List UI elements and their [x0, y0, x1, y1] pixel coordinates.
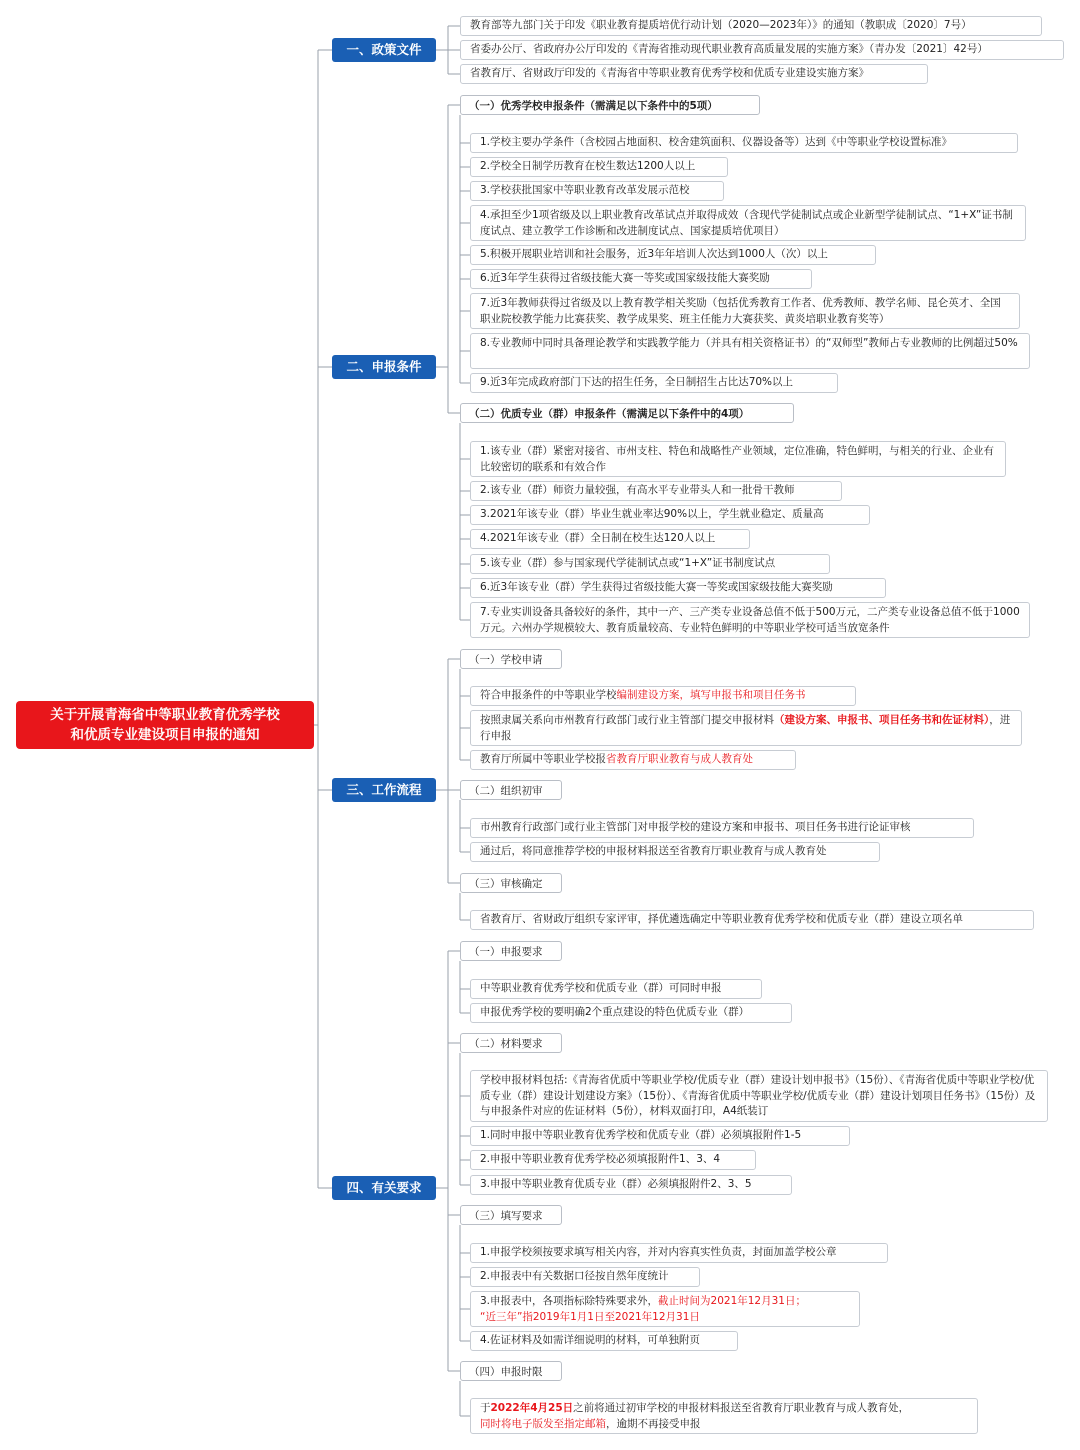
- req-material-3[interactable]: 2.申报中等职业教育优秀学校必须填报附件1、3、4: [470, 1150, 756, 1170]
- req-fill-3-deadline: 截止时间为2021年12月31日；: [658, 1295, 806, 1307]
- req-time-1[interactable]: [470, 1398, 978, 1434]
- workflow-apply-3-text: 教育厅所属中等职业学校报: [480, 753, 606, 765]
- policy-doc-3[interactable]: 省教育厅、省财政厅印发的《青海省中等职业教育优秀学校和优质专业建设实施方案》: [460, 64, 928, 84]
- major-condition-3[interactable]: 3.2021年该专业（群）毕业生就业率达90%以上，学生就业稳定、质量高: [470, 505, 870, 525]
- major-condition-2[interactable]: 2.该专业（群）师资力量较强，有高水平专业带头人和一批骨干教师: [470, 481, 842, 501]
- req-fill-3[interactable]: [470, 1291, 860, 1327]
- school-condition-9[interactable]: 9.近3年完成政府部门下达的招生任务，全日制招生占比达70%以上: [470, 373, 838, 393]
- school-condition-6[interactable]: 6.近3年学生获得过省级技能大赛一等奖或国家级技能大赛奖励: [470, 269, 812, 289]
- category-workflow[interactable]: 三、工作流程: [332, 778, 436, 802]
- req-material-1[interactable]: 学校申报材料包括:《青海省优质中等职业学校/优质专业（群）建设计划申报书》（15份）、《青海省优质中等职业学校/优质专业（群）建设计划建设方案》（15份）、《青海省优质中等职业学校/优质专业（群）建设计划项目任务书》（15份）及与申报条件对应的佐证材料（5份），材料双面打印，A4纸装订: [470, 1070, 1048, 1122]
- req-material-4[interactable]: 3.申报中等职业教育优质专业（群）必须填报附件2、3、5: [470, 1175, 792, 1195]
- conditions-branch-lines: [436, 105, 460, 413]
- time-lines: [460, 1381, 470, 1416]
- req-fill-1[interactable]: 1.申报学校须按要求填写相关内容，并对内容真实性负责，封面加盖学校公章: [470, 1243, 888, 1263]
- review-lines: [460, 800, 470, 852]
- school-condition-1[interactable]: 1.学校主要办学条件（含校园占地面积、校舍建筑面积、仪器设备等）达到《中等职业学校设置标准》: [470, 133, 1018, 153]
- major-condition-4[interactable]: 4.2021年该专业（群）全日制在校生达120人以上: [470, 529, 750, 549]
- confirm-lines: [460, 893, 470, 920]
- material-lines: [460, 1053, 470, 1185]
- category-policy[interactable]: 一、政策文件: [332, 38, 436, 62]
- school-condition-8[interactable]: 8.专业教师中同时具备理论教学和实践教学能力（并具有相关资格证书）的“双师型”教师占专业教师的比例超过50%: [470, 333, 1030, 369]
- req-material-2[interactable]: 1.同时申报中等职业教育优秀学校和优质专业（群）必须填报附件1-5: [470, 1126, 850, 1146]
- requirements-branch-lines: [436, 951, 460, 1371]
- workflow-apply-1-text: 符合申报条件的中等职业学校: [480, 689, 617, 701]
- category-conditions[interactable]: 二、申报条件: [332, 355, 436, 379]
- req-fill-3-text: 3.申报表中，各项指标除特殊要求外，: [480, 1295, 659, 1307]
- root-title-line1: 关于开展青海省中等职业教育优秀学校: [50, 707, 280, 723]
- policy-doc-1[interactable]: 教育部等九部门关于印发《职业教育提质培优行动计划（2020—2023年）》的通知（教职成〔2020〕7号）: [460, 16, 1042, 36]
- req-fill-2[interactable]: 2.申报表中有关数据口径按自然年度统计: [470, 1267, 700, 1287]
- major-condition-lines: [460, 423, 470, 620]
- req-time-1-highlight: 同时将电子版发至指定邮箱: [480, 1417, 606, 1430]
- major-condition-6[interactable]: 6.近3年该专业（群）学生获得过省级技能大赛一等奖或国家级技能大赛奖励: [470, 578, 886, 598]
- workflow-apply-2-tail: ，进行申报: [480, 714, 1011, 742]
- req-apply-1[interactable]: 中等职业教育优秀学校和优质专业（群）可同时申报: [470, 979, 762, 999]
- school-condition-7[interactable]: 7.近3年教师获得过省级及以上教育教学相关奖励（包括优秀教育工作者、优秀教师、教学名师、昆仑英才、全国职业院校教学能力比赛获奖、教学成果奖、班主任能力大赛获奖、黄炎培职业教育奖等）: [470, 293, 1020, 329]
- req-fill-3-period: “近三年”指2019年1月1日至2021年12月31日: [480, 1310, 700, 1323]
- school-conditions-header[interactable]: （一）优秀学校申报条件（需满足以下条件中的5项）: [460, 95, 760, 115]
- req-time-1-tail: ，逾期不再接受申报: [606, 1417, 701, 1430]
- workflow-apply-1-highlight: 编制建设方案，填写申报书和项目任务书: [616, 689, 806, 701]
- workflow-apply-3-highlight: 省教育厅职业教育与成人教育处: [606, 753, 753, 765]
- school-condition-5[interactable]: 5.积极开展职业培训和社会服务，近3年年培训人次达到1000人（次）以上: [470, 245, 876, 265]
- req-time-header[interactable]: （四）申报时限: [460, 1361, 562, 1381]
- req-fill-4[interactable]: 4.佐证材料及如需详细说明的材料，可单独附页: [470, 1331, 738, 1351]
- root-branch-lines: [314, 50, 332, 1188]
- school-condition-lines: [460, 115, 470, 383]
- req-fill-header[interactable]: （三）填写要求: [460, 1205, 562, 1225]
- req-time-1-pre: 于: [480, 1402, 491, 1414]
- workflow-review-1[interactable]: 市州教育行政部门或行业主管部门对申报学校的建设方案和申报书、项目任务书进行论证审核: [470, 818, 974, 838]
- school-condition-4[interactable]: 4.承担至少1项省级及以上职业教育改革试点并取得成效（含现代学徒制试点或企业新型学徒制试点、“1+X”证书制度试点、建立教学工作诊断和改进制度试点、国家提质培优项目）: [470, 205, 1026, 241]
- workflow-apply-2-highlight: （建设方案、申报书、项目任务书和佐证材料）: [774, 714, 990, 726]
- workflow-apply-3[interactable]: [470, 750, 796, 770]
- fill-lines: [460, 1225, 470, 1341]
- major-condition-5[interactable]: 5.该专业（群）参与国家现代学徒制试点或“1+X”证书制度试点: [470, 554, 830, 574]
- req-apply-2[interactable]: 申报优秀学校的要明确2个重点建设的特色优质专业（群）: [470, 1003, 792, 1023]
- workflow-apply-2-text: 按照隶属关系向市州教育行政部门或行业主管部门提交申报材料: [480, 714, 774, 726]
- workflow-review-2[interactable]: 通过后，将同意推荐学校的申报材料报送至省教育厅职业教育与成人教育处: [470, 842, 880, 862]
- workflow-apply-2[interactable]: [470, 710, 1022, 746]
- policy-branch-lines: [436, 26, 460, 74]
- workflow-apply-1[interactable]: [470, 686, 856, 706]
- req-apply-header[interactable]: （一）申报要求: [460, 941, 562, 961]
- workflow-branch-lines: [436, 659, 460, 883]
- workflow-review-header[interactable]: （二）组织初审: [460, 780, 562, 800]
- req-material-header[interactable]: （二）材料要求: [460, 1033, 562, 1053]
- root-title-line2: 和优质专业建设项目申报的通知: [70, 727, 260, 743]
- workflow-confirm-header[interactable]: （三）审核确定: [460, 873, 562, 893]
- major-condition-1[interactable]: 1.该专业（群）紧密对接省、市州支柱、特色和战略性产业领域，定位准确，特色鲜明，与相关的行业、企业有比较密切的联系和有效合作: [470, 441, 1006, 477]
- school-condition-3[interactable]: 3.学校获批国家中等职业教育改革发展示范校: [470, 181, 724, 201]
- root-topic: [16, 701, 314, 749]
- apply-lines: [460, 669, 470, 760]
- policy-doc-2[interactable]: 省委办公厅、省政府办公厅印发的《青海省推动现代职业教育高质量发展的实施方案》（青办发〔2021〕42号）: [460, 40, 1064, 60]
- school-condition-2[interactable]: 2.学校全日制学历教育在校生数达1200人以上: [470, 157, 728, 177]
- workflow-apply-header[interactable]: （一）学校申请: [460, 649, 562, 669]
- req-apply-lines: [460, 961, 470, 1013]
- major-condition-7[interactable]: 7.专业实训设备具备较好的条件，其中一产、三产类专业设备总值不低于500万元，二产类专业设备总值不低于1000万元。六州办学规模较大、教育质量较高、专业特色鲜明的中等职业学校可适当放宽条件: [470, 602, 1030, 638]
- major-conditions-header[interactable]: （二）优质专业（群）申报条件（需满足以下条件中的4项）: [460, 403, 794, 423]
- category-requirements[interactable]: 四、有关要求: [332, 1176, 436, 1200]
- workflow-confirm-1[interactable]: 省教育厅、省财政厅组织专家评审，择优遴选确定中等职业教育优秀学校和优质专业（群）建设立项名单: [470, 910, 1034, 930]
- req-time-1-text: 之前将通过初审学校的申报材料报送至省教育厅职业教育与成人教育处，: [573, 1402, 910, 1414]
- req-time-1-date: 2022年4月25日: [490, 1402, 574, 1414]
